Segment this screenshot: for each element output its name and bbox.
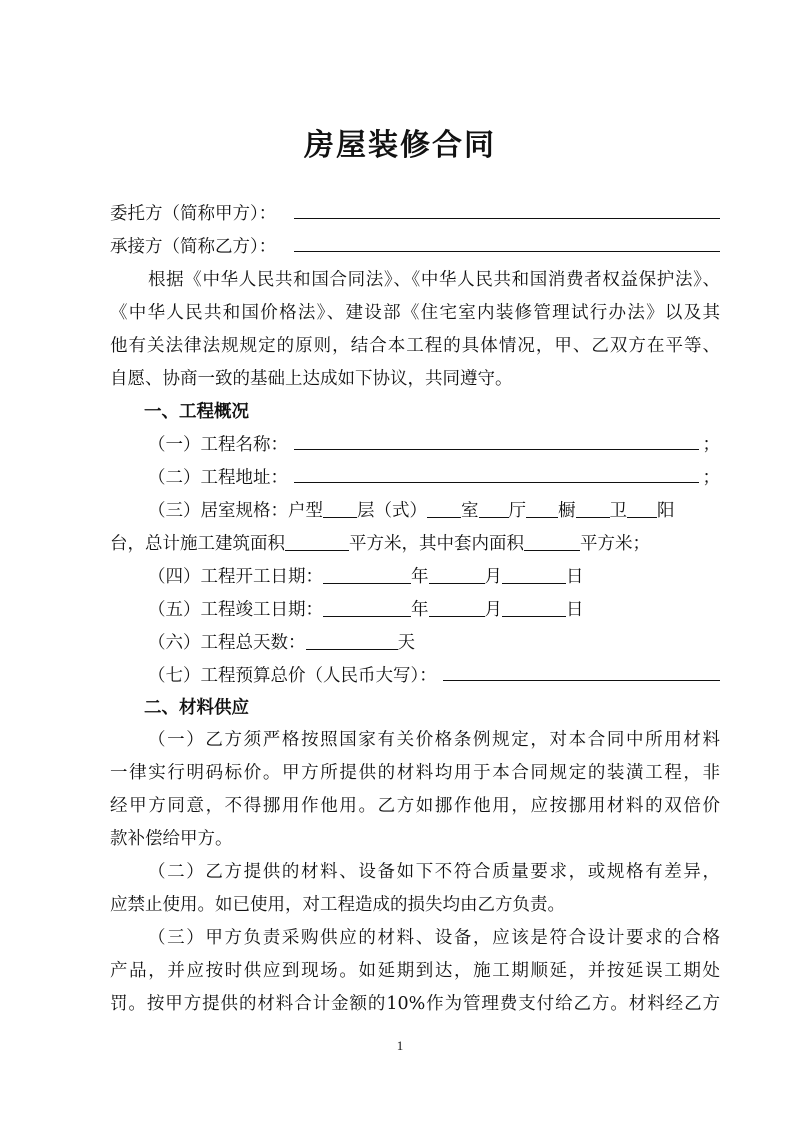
preamble-line-1: 根据《中华人民共和国合同法》、《中华人民共和国消费者权益保护法》、 bbox=[148, 270, 720, 290]
clause-3-line-1: （三）甲方负责采购供应的材料、设备，应该是符合设计要求的合格 bbox=[148, 928, 720, 948]
preamble-line-4: 自愿、协商一致的基础上达成如下协议，共同遵守。 bbox=[110, 369, 513, 389]
document-title: 房屋装修合同 bbox=[304, 128, 496, 163]
day-label: 日 bbox=[566, 567, 584, 587]
budget-field[interactable] bbox=[443, 658, 720, 681]
budget-label: （七）工程预算总价（人民币大写）： bbox=[148, 666, 437, 686]
section-2-heading: 二、材料供应 bbox=[144, 698, 249, 718]
hall-field[interactable] bbox=[526, 495, 558, 518]
end-date-row bbox=[148, 592, 720, 628]
clause-2-line-2: 应禁止使用。如已使用，对工程造成的损失均由乙方负责。 bbox=[110, 895, 565, 915]
project-address-label: （二）工程地址： bbox=[148, 468, 288, 488]
start-day-field[interactable] bbox=[502, 561, 566, 584]
project-name-label: （一）工程名称： bbox=[148, 435, 288, 455]
room-field[interactable] bbox=[479, 495, 509, 518]
end-month-field[interactable] bbox=[429, 594, 485, 617]
start-date-label: （四）工程开工日期： bbox=[148, 567, 323, 587]
preamble-line-2: 《中华人民共和国价格法》、建设部《住宅室内装修管理试行办法》以及其 bbox=[110, 303, 720, 323]
inner-area-field[interactable] bbox=[524, 528, 580, 551]
party-a-label: 委托方（简称甲方）： bbox=[110, 204, 277, 224]
year-label: 年 bbox=[411, 600, 429, 620]
project-name-row bbox=[148, 427, 720, 463]
floor-label: 层（式） bbox=[357, 501, 427, 521]
clause-1-line-2: 一律实行明码标价。甲方所提供的材料均用于本合同规定的装潢工程，非 bbox=[110, 763, 720, 783]
clause-1-line-1: （一）乙方须严格按照国家有关价格条例规定，对本合同中所用材料 bbox=[148, 730, 720, 750]
clause-3-line-2: 产品，并应按时供应到现场。如延期到达，施工期顺延，并按延误工期处 bbox=[110, 961, 720, 981]
total-days-field[interactable] bbox=[306, 627, 398, 650]
room-spec-label: （三）居室规格：户型 bbox=[148, 501, 323, 521]
project-address-row bbox=[148, 460, 720, 496]
bath-label: 卫 bbox=[609, 501, 627, 521]
area-row bbox=[110, 526, 720, 562]
section-1-heading: 一、工程概况 bbox=[144, 402, 249, 422]
budget-row bbox=[148, 658, 720, 694]
month-label: 月 bbox=[484, 600, 502, 620]
clause-1-line-3: 经甲方同意，不得挪用作他用。乙方如挪作他用，应按挪用材料的双倍价 bbox=[110, 796, 720, 816]
hall-label: 厅 bbox=[508, 501, 526, 521]
preamble-line-3: 他有关法律法规规定的原则，结合本工程的具体情况，甲、乙双方在平等、 bbox=[110, 336, 720, 356]
party-a-field[interactable] bbox=[294, 196, 720, 219]
bath-field[interactable] bbox=[627, 495, 657, 518]
start-year-field[interactable] bbox=[323, 561, 411, 584]
total-area-field[interactable] bbox=[285, 528, 349, 551]
page-number: 1 bbox=[396, 1038, 404, 1053]
clause-2-line-1: （二）乙方提供的材料、设备如下不符合质量要求，或规格有差异， bbox=[148, 862, 720, 882]
party-b-row bbox=[110, 229, 720, 265]
start-month-field[interactable] bbox=[429, 561, 485, 584]
total-days-label: （六）工程总天数： bbox=[148, 633, 306, 653]
end-day-field[interactable] bbox=[502, 594, 566, 617]
house-type-field[interactable] bbox=[323, 495, 357, 518]
clause-1-line-4: 款补偿给甲方。 bbox=[110, 829, 233, 849]
party-a-row bbox=[110, 196, 720, 232]
semicolon: ； bbox=[702, 468, 720, 488]
start-date-row bbox=[148, 559, 720, 595]
clause-3-line-3: 罚。按甲方提供的材料合计金额的10%作为管理费支付给乙方。材料经乙方 bbox=[110, 994, 720, 1014]
project-name-field[interactable] bbox=[294, 427, 699, 450]
inner-area-label: 平方米，其中套内面积 bbox=[349, 534, 524, 554]
party-b-field[interactable] bbox=[294, 229, 720, 252]
days-unit: 天 bbox=[397, 633, 415, 653]
area-unit: 平方米； bbox=[580, 534, 650, 554]
day-label: 日 bbox=[566, 600, 584, 620]
kitchen-field[interactable] bbox=[576, 495, 610, 518]
total-days-row bbox=[148, 625, 720, 661]
kitchen-label: 橱 bbox=[558, 501, 576, 521]
project-address-field[interactable] bbox=[294, 460, 699, 483]
end-year-field[interactable] bbox=[323, 594, 411, 617]
semicolon: ； bbox=[702, 435, 720, 455]
party-b-label: 承接方（简称乙方）： bbox=[110, 237, 277, 257]
room-spec-row bbox=[148, 493, 720, 529]
floor-field[interactable] bbox=[427, 495, 461, 518]
total-area-label: 台，总计施工建筑面积 bbox=[110, 534, 285, 554]
balcony-label: 阳 bbox=[657, 501, 675, 521]
year-label: 年 bbox=[411, 567, 429, 587]
room-label: 室 bbox=[461, 501, 479, 521]
end-date-label: （五）工程竣工日期： bbox=[148, 600, 323, 620]
month-label: 月 bbox=[484, 567, 502, 587]
